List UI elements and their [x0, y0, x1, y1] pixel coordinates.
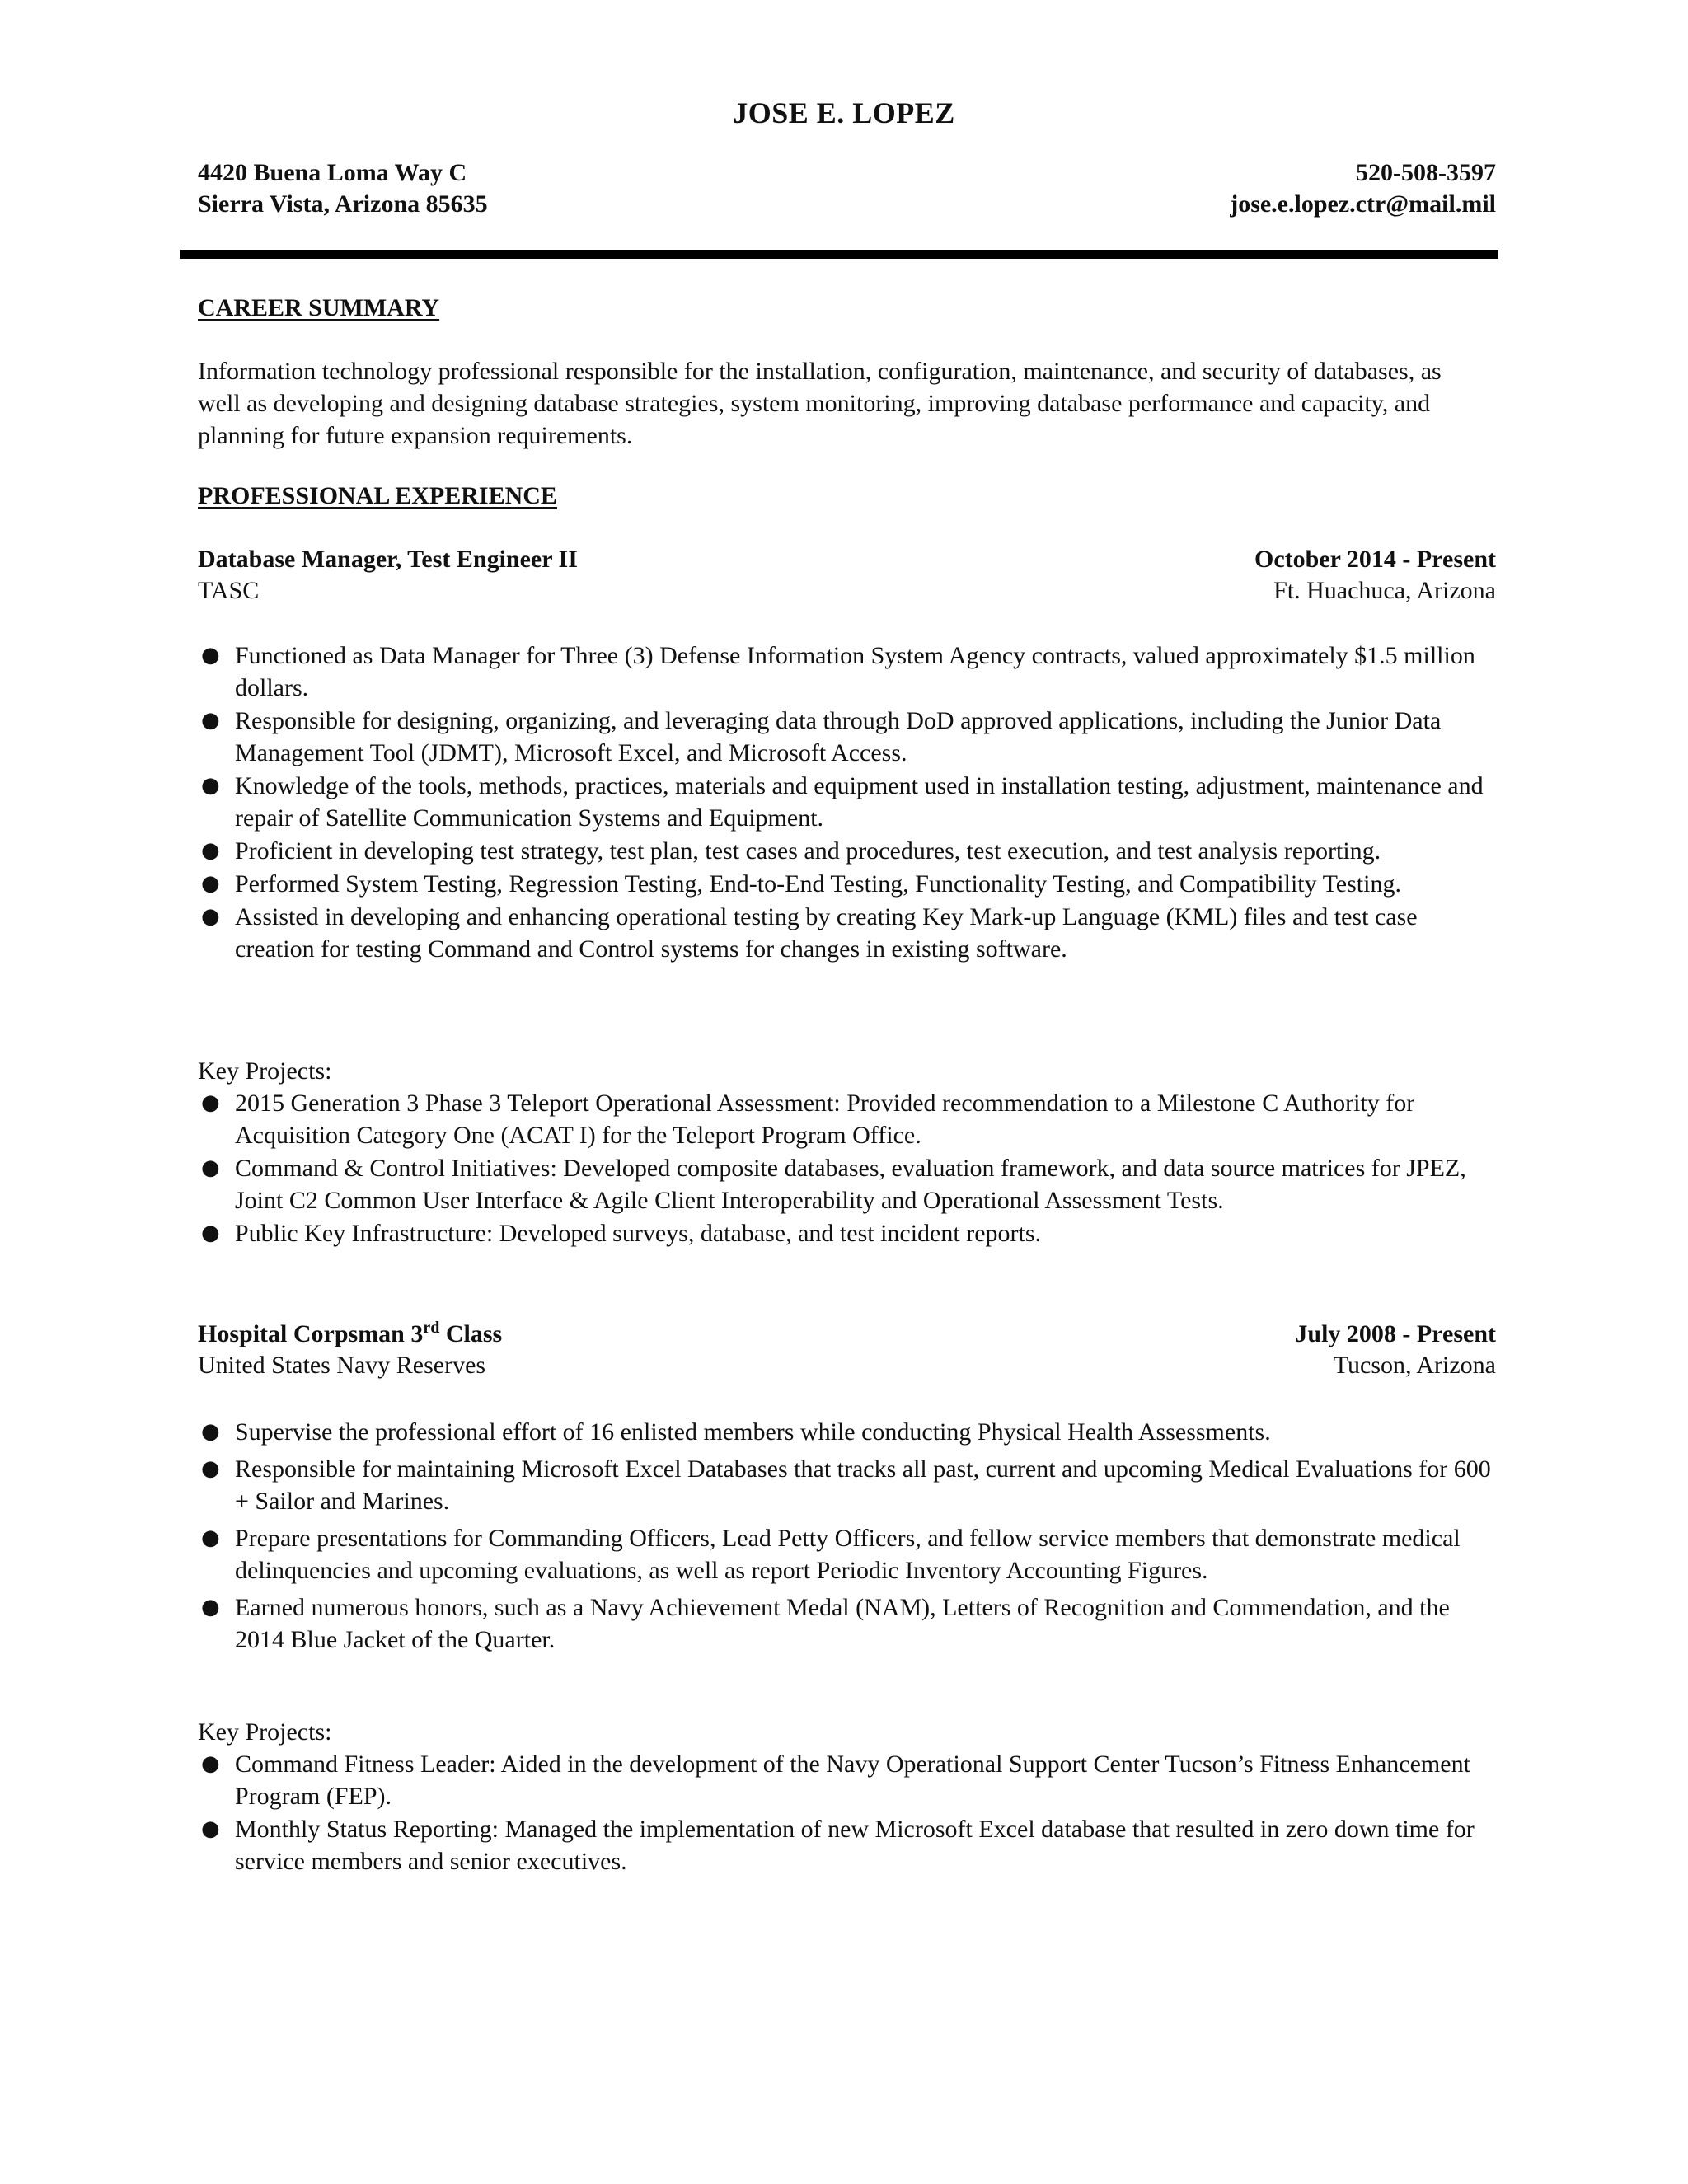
list-item: ● 2015 Generation 3 Phase 3 Teleport Operational Assessment: Provided recommendation to a Milestone C Authority for Acquisition Category One (ACAT I) for the Teleport Program Office.	[198, 1087, 1500, 1151]
list-item: ● Earned numerous honors, such as a Navy Achievement Medal (NAM), Letters of Recognition and Commendation, and the 2014 Blue Jacket of the Quarter.	[198, 1591, 1500, 1656]
job-dates: July 2008 - Present	[1295, 1320, 1496, 1347]
header-divider	[180, 250, 1498, 259]
list-item: ● Command Fitness Leader: Aided in the development of the Navy Operational Support Center Tucson’s Fitness Enhancement Program (FEP).	[198, 1748, 1500, 1812]
list-item: ● Responsible for designing, organizing, and leveraging data through DoD approved applications, including the Junior Data Management Tool (JDMT), Microsoft Excel, and Microsoft Access.	[198, 705, 1500, 769]
job-employer: TASC	[198, 577, 260, 604]
list-item: ● Knowledge of the tools, methods, practices, materials and equipment used in installation testing, adjustment, maintenance and repair of Satellite Communication Systems and Equipment.	[198, 770, 1500, 834]
contact-row-2	[198, 189, 1496, 220]
list-item: ● Monthly Status Reporting: Managed the implementation of new Microsoft Excel database that resulted in zero down time for service members and senior executives.	[198, 1813, 1500, 1877]
job-header-2	[198, 1319, 1496, 1381]
job-2-bullets	[198, 1416, 1500, 1657]
email-address: jose.e.lopez.ctr@mail.mil	[1230, 190, 1496, 218]
list-item: ● Supervise the professional effort of 16 enlisted members while conducting Physical Health Assessments.	[198, 1416, 1500, 1448]
bullet-icon: ●	[201, 1155, 220, 1180]
list-item: ● Prepare presentations for Commanding Officers, Lead Petty Officers, and fellow service members that demonstrate medical delinquencies and upcoming evaluations, as well as report Periodic Inventory Accounting Figures.	[198, 1522, 1500, 1586]
key-projects-label-1: Key Projects:	[198, 1057, 332, 1085]
contact-row-1	[198, 157, 1496, 189]
bullet-icon: ●	[201, 643, 220, 668]
job-2-projects	[198, 1748, 1500, 1878]
phone-number: 520-508-3597	[1356, 159, 1496, 186]
job-header-1	[198, 544, 1496, 607]
bullet-icon: ●	[201, 1221, 220, 1245]
bullet-icon: ●	[201, 1595, 220, 1619]
bullet-icon: ●	[201, 1751, 220, 1776]
list-item: ● Functioned as Data Manager for Three (3) Defense Information System Agency contracts, valued approximately $1.5 million dollars.	[198, 640, 1500, 704]
address-line-2: Sierra Vista, Arizona 85635	[198, 190, 488, 218]
list-item: ● Performed System Testing, Regression Testing, End-to-End Testing, Functionality Testing, and Compatibility Testing.	[198, 868, 1500, 900]
key-projects-label-2: Key Projects:	[198, 1718, 332, 1746]
bullet-icon: ●	[201, 904, 220, 929]
list-item: ● Command & Control Initiatives: Developed composite databases, evaluation framework, and data source matrices for JPEZ, Joint C2 Common User Interface & Agile Client Interoperability and Operational Assessment Tests.	[198, 1152, 1500, 1216]
career-summary-text: Information technology professional responsible for the installation, configuration, maintenance, and security of databases, as well as developing and designing database strategies, system monitoring, improving database performance and capacity, and planning for future expansion requirements.	[198, 358, 1442, 449]
bullet-icon: ●	[201, 1090, 220, 1115]
list-item: ● Proficient in developing test strategy, test plan, test cases and procedures, test execution, and test analysis reporting.	[198, 835, 1500, 867]
bullet-icon: ●	[201, 1419, 220, 1444]
bullet-icon: ●	[201, 871, 220, 896]
list-item: ● Assisted in developing and enhancing operational testing by creating Key Mark-up Language (KML) files and test case creation for testing Command and Control systems for changes in existing software.	[198, 901, 1500, 965]
bullet-icon: ●	[201, 838, 220, 863]
job-title: Database Manager, Test Engineer II	[198, 546, 578, 573]
resume-name: JOSE E. LOPEZ	[733, 96, 955, 129]
list-item: ● Public Key Infrastructure: Developed surveys, database, and test incident reports.	[198, 1217, 1500, 1249]
bullet-icon: ●	[201, 773, 220, 798]
experience-heading: PROFESSIONAL EXPERIENCE	[198, 482, 557, 509]
bullet-icon: ●	[201, 1526, 220, 1550]
job-title: Hospital Corpsman 3rd Class	[198, 1319, 503, 1347]
job-location: Tucson, Arizona	[1333, 1352, 1496, 1379]
career-summary-heading: CAREER SUMMARY	[198, 294, 440, 321]
job-1-bullets	[198, 640, 1500, 966]
job-employer: United States Navy Reserves	[198, 1352, 486, 1379]
bullet-icon: ●	[201, 1456, 220, 1481]
bullet-icon: ●	[201, 1816, 220, 1841]
address-line-1: 4420 Buena Loma Way C	[198, 159, 467, 186]
job-1-projects	[198, 1087, 1500, 1250]
job-dates: October 2014 - Present	[1254, 546, 1496, 573]
job-location: Ft. Huachuca, Arizona	[1273, 577, 1496, 604]
bullet-icon: ●	[201, 708, 220, 733]
list-item: ● Responsible for maintaining Microsoft Excel Databases that tracks all past, current and upcoming Medical Evaluations for 600 + Sailor and Marines.	[198, 1453, 1500, 1517]
